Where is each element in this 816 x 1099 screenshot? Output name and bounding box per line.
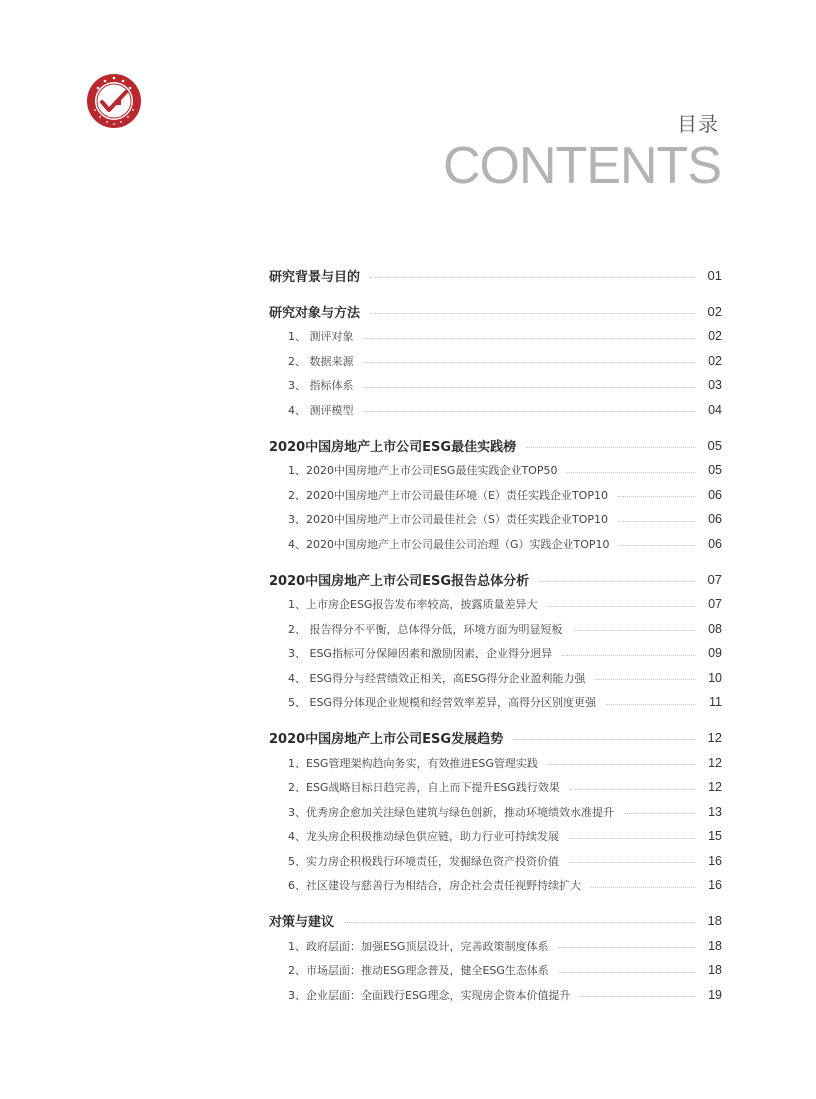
dot-leader (547, 606, 696, 607)
toc-section (269, 566, 722, 715)
table-of-contents (269, 262, 722, 1017)
toc-section-entry[interactable] (269, 262, 722, 288)
toc-sub-entry[interactable] (269, 398, 722, 423)
toc-section-entry-page: 07 (707, 571, 722, 587)
toc-sub-entry-page: 15 (708, 829, 722, 844)
toc-section-entry-title: 研究背景与目的 (269, 269, 361, 285)
toc-section-entry[interactable] (269, 725, 722, 751)
dot-leader (370, 313, 696, 314)
toc-section-entry-page: 18 (707, 913, 722, 928)
toc-sub-entry-title: 2、2020中国房地产上市公司最佳环境（E）责任实践企业TOP10 (288, 488, 608, 502)
toc-sub-entry[interactable] (269, 751, 722, 776)
toc-sub-entry-page: 19 (708, 987, 722, 1002)
dot-leader (618, 496, 696, 497)
toc-sub-entry[interactable] (269, 532, 722, 557)
toc-sub-entry-title: 4、 ESG得分与经营绩效正相关，高ESG得分企业盈利能力强 (288, 671, 586, 685)
dot-leader (573, 630, 697, 631)
toc-sub-entry-title: 2、 报告得分不平衡，总体得分低，环境方面为明显短板 (288, 622, 563, 636)
toc-section-entry-page: 12 (707, 730, 722, 745)
dot-leader (591, 887, 696, 888)
toc-sub-entry-page: 02 (708, 329, 722, 344)
toc-sub-entry[interactable] (269, 458, 722, 483)
academy-logo-icon (85, 72, 143, 130)
dot-leader (364, 338, 697, 339)
toc-sub-entry[interactable] (269, 983, 722, 1008)
toc-section-entry-title: 2020中国房地产上市公司ESG最佳实践榜 (269, 439, 517, 455)
toc-section-entry-title: 2020中国房地产上市公司ESG发展趋势 (269, 732, 504, 747)
toc-sub-entry-page: 04 (708, 402, 722, 417)
toc-sub-entry-title: 1、上市房企ESG报告发布率较高，披露质量差异大 (288, 598, 538, 612)
dot-leader (364, 411, 697, 412)
toc-section-entry-page: 01 (707, 267, 722, 283)
dot-leader (364, 387, 697, 388)
toc-sub-entry-page: 13 (708, 804, 722, 819)
toc-sub-entry-page: 06 (708, 512, 722, 527)
dot-leader (620, 545, 696, 546)
toc-section-entry[interactable] (269, 908, 722, 934)
toc-sub-entry[interactable] (269, 849, 722, 874)
dot-leader (539, 581, 696, 582)
toc-sub-entry-title: 4、2020中国房地产上市公司最佳公司治理（G）实践企业TOP10 (288, 537, 610, 551)
toc-sub-entry-title: 3、 ESG指标可分保障因素和激励因素，企业得分迥异 (288, 647, 552, 661)
toc-sub-entry-page: 06 (708, 536, 722, 551)
dot-leader (548, 764, 696, 765)
toc-section-entry-page: 02 (707, 303, 722, 319)
toc-sub-entry-title: 1、政府层面：加强ESG顶层设计，完善政策制度体系 (288, 939, 549, 953)
dot-leader (513, 739, 696, 740)
toc-sub-entry-title: 6、社区建设与慈善行为相结合，房企社会责任视野持续扩大 (288, 879, 581, 893)
toc-section (269, 298, 722, 422)
dot-leader (618, 521, 696, 522)
toc-sub-entry-page: 18 (708, 938, 722, 953)
toc-sub-entry[interactable] (269, 592, 722, 617)
toc-sub-entry[interactable] (269, 617, 722, 642)
toc-sub-entry-page: 06 (708, 487, 722, 502)
toc-sub-entry[interactable] (269, 373, 722, 398)
toc-sub-entry-title: 4、 测评模型 (288, 403, 354, 417)
toc-section (269, 262, 722, 288)
toc-section (269, 908, 722, 1008)
dot-leader (569, 838, 696, 839)
toc-section-entry[interactable] (269, 432, 722, 458)
dot-leader (570, 789, 696, 790)
toc-sub-entry[interactable] (269, 349, 722, 374)
toc-sub-entry-page: 18 (708, 963, 722, 978)
toc-sub-entry-page: 10 (708, 670, 722, 685)
toc-section (269, 725, 722, 898)
toc-sub-entry[interactable] (269, 666, 722, 691)
toc-sub-entry-title: 3、2020中国房地产上市公司最佳社会（S）责任实践企业TOP10 (288, 513, 608, 527)
toc-sub-entry-title: 2、市场层面：推动ESG理念普及，健全ESG生态体系 (288, 964, 549, 978)
toc-sub-entry[interactable] (269, 775, 722, 800)
dot-leader (526, 447, 696, 448)
dot-leader (624, 813, 696, 814)
toc-sub-entry[interactable] (269, 507, 722, 532)
toc-section-entry-title: 对策与建议 (269, 915, 335, 930)
toc-sub-entry-page: 09 (708, 646, 722, 661)
toc-sub-entry-page: 12 (708, 755, 722, 770)
toc-sub-entry-title: 2、 数据来源 (288, 354, 354, 368)
toc-sub-entry-page: 16 (708, 853, 722, 868)
dot-leader (562, 655, 696, 656)
toc-section-entry-title: 2020中国房地产上市公司ESG报告总体分析 (269, 573, 530, 589)
dot-leader (558, 947, 696, 948)
toc-section (269, 432, 722, 556)
toc-sub-entry[interactable] (269, 958, 722, 983)
toc-sub-entry-page: 12 (708, 780, 722, 795)
toc-sub-entry-title: 1、2020中国房地产上市公司ESG最佳实践企业TOP50 (288, 464, 558, 478)
toc-sub-entry[interactable] (269, 690, 722, 715)
toc-sub-entry-page: 07 (708, 597, 722, 612)
toc-sub-entry[interactable] (269, 641, 722, 666)
toc-sub-entry-title: 1、ESG管理架构趋向务实，有效推进ESG管理实践 (288, 756, 538, 770)
toc-section-entry-title: 研究对象与方法 (269, 305, 361, 321)
dot-leader (567, 472, 696, 473)
dot-leader (344, 922, 696, 923)
toc-sub-entry[interactable] (269, 483, 722, 508)
dot-leader (606, 704, 696, 705)
toc-sub-entry-page: 16 (708, 878, 722, 893)
toc-section-entry-page: 05 (707, 437, 722, 453)
toc-section-entry[interactable] (269, 298, 722, 324)
toc-sub-entry-page: 02 (708, 353, 722, 368)
toc-sub-entry-title: 1、 测评对象 (288, 330, 354, 344)
toc-sub-entry-page: 08 (708, 621, 722, 636)
toc-sub-entry-title: 5、实力房企积极践行环境责任，发掘绿色资产投资价值 (288, 854, 559, 868)
dot-leader (364, 362, 697, 363)
toc-section-entry[interactable] (269, 566, 722, 592)
dot-leader (595, 679, 696, 680)
toc-sub-entry[interactable] (269, 873, 722, 898)
dot-leader (580, 996, 696, 997)
toc-sub-entry-title: 3、 指标体系 (288, 379, 354, 393)
dot-leader (559, 972, 696, 973)
dot-leader (569, 862, 696, 863)
toc-sub-entry-page: 11 (709, 695, 722, 710)
dot-leader (370, 277, 696, 278)
toc-sub-entry-page: 05 (708, 463, 722, 478)
toc-sub-entry[interactable] (269, 934, 722, 959)
toc-sub-entry[interactable] (269, 800, 722, 825)
toc-sub-entry-page: 03 (708, 378, 722, 393)
toc-sub-entry-title: 3、优秀房企愈加关注绿色建筑与绿色创新，推动环境绩效水准提升 (288, 805, 614, 819)
toc-sub-entry-title: 5、 ESG得分体现企业规模和经营效率差异，高得分区别度更强 (288, 696, 596, 710)
toc-sub-entry-title: 3、企业层面：全面践行ESG理念，实现房企资本价值提升 (288, 988, 571, 1002)
toc-sub-entry[interactable] (269, 824, 722, 849)
toc-sub-entry-title: 4、龙头房企积极推动绿色供应链，助力行业可持续发展 (288, 830, 559, 844)
toc-title-cn: 目录 (677, 112, 719, 136)
toc-title-en: CONTENTS (443, 137, 721, 195)
toc-sub-entry[interactable] (269, 324, 722, 349)
toc-sub-entry-title: 2、ESG战略目标日趋完善，自上而下提升ESG践行效果 (288, 781, 560, 795)
